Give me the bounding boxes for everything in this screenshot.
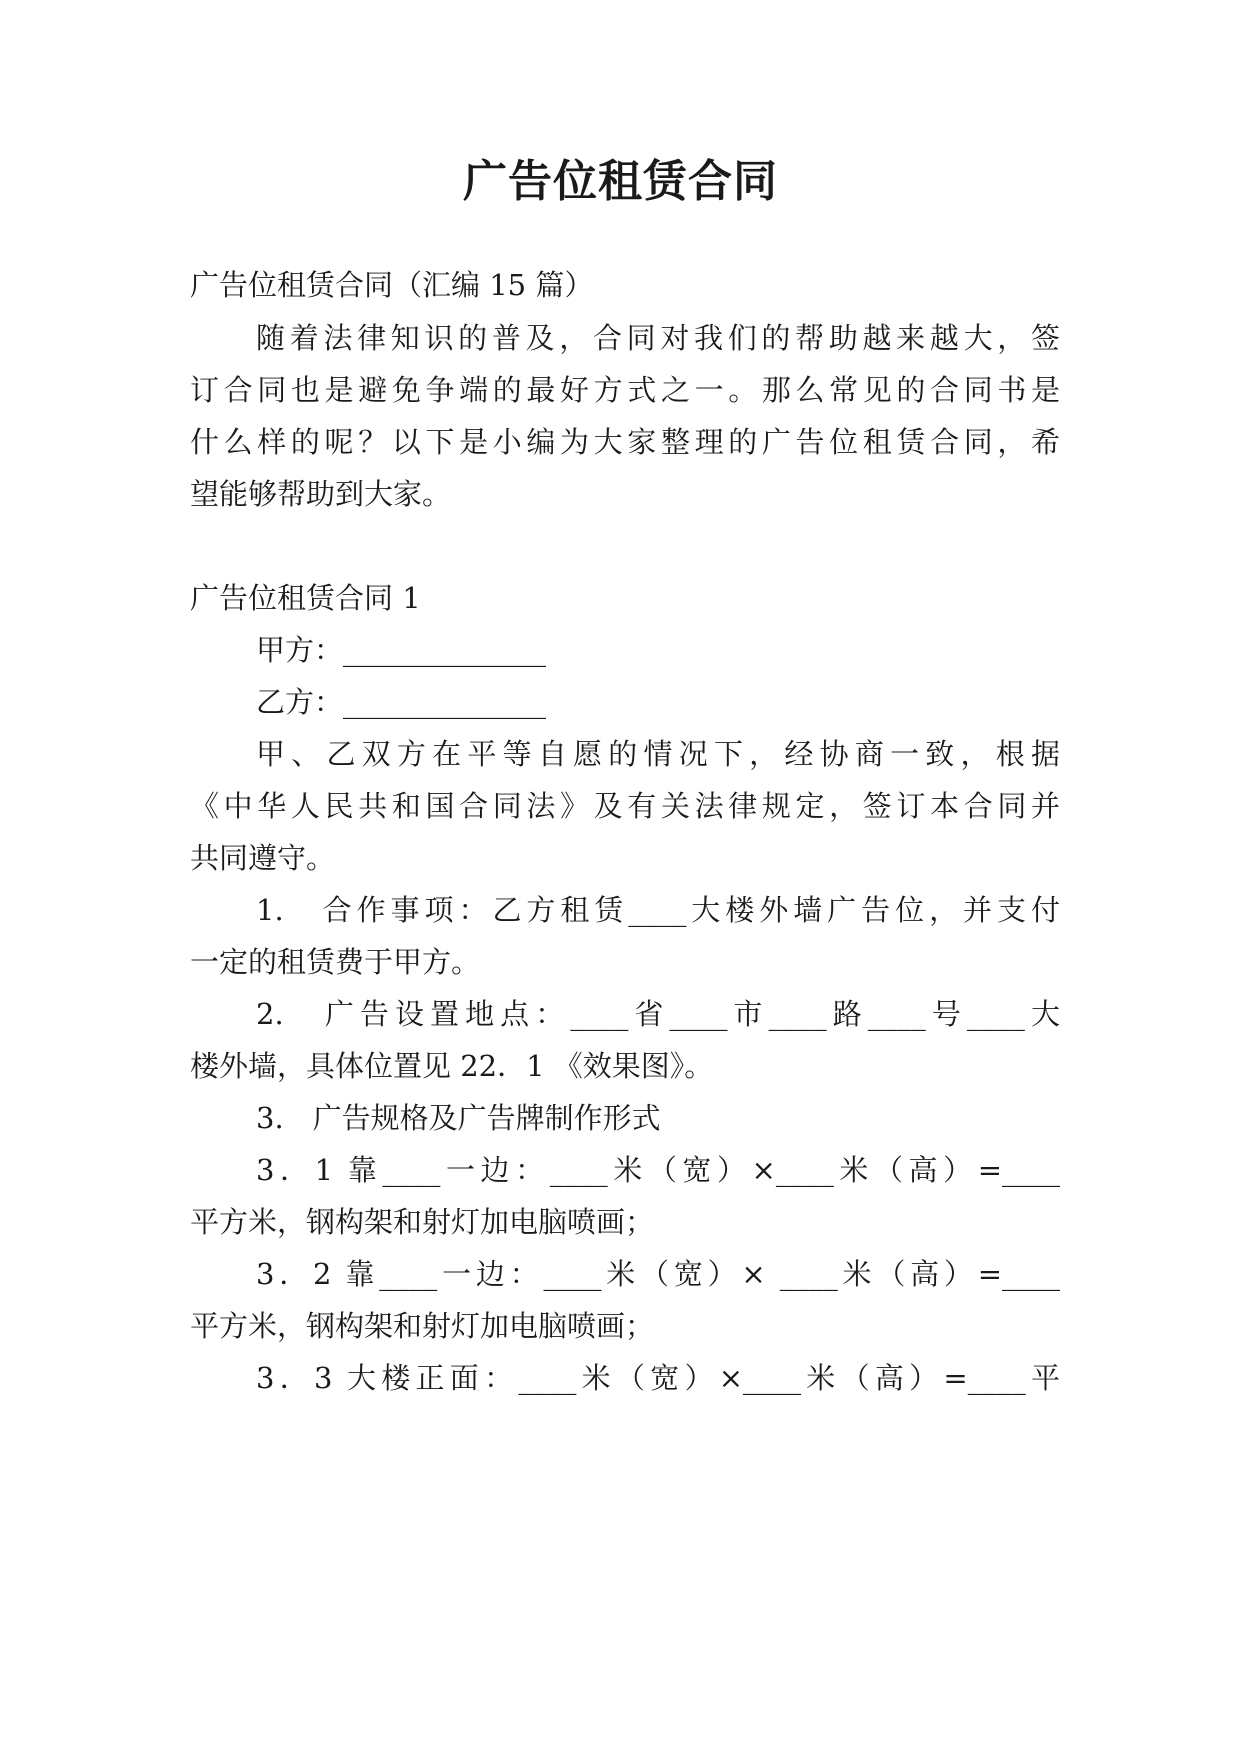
clause-3-1-line: 平方米，钢构架和射灯加电脑喷画； (190, 1205, 655, 1239)
intro-paragraph-line: 望能够帮助到大家。 (190, 477, 452, 511)
clause-1-line: 1. 合作事项：乙方租赁____大楼外墙广告位，并支付 (256, 893, 1060, 927)
party-b-line: 乙方：______________ (256, 685, 547, 719)
party-a-line: 甲方：______________ (256, 633, 547, 667)
clause-2-line: 2. 广告设置地点：____省____市____路____号____大 (256, 997, 1060, 1031)
clause-3-2-line: 平方米，钢构架和射灯加电脑喷画； (190, 1309, 655, 1343)
document-title: 广告位租赁合同 (463, 156, 778, 207)
preamble-line: 甲、乙双方在平等自愿的情况下，经协商一致，根据 (256, 737, 1060, 771)
collection-heading: 广告位租赁合同（汇编 15 篇） (190, 268, 594, 302)
intro-paragraph-line: 订合同也是避免争端的最好方式之一。那么常见的合同书是 (190, 373, 1060, 407)
clause-3-2-line: 3．2 靠____一边：____米（宽）× ____米（高）=____ (256, 1257, 1060, 1291)
clause-1-line: 一定的租赁费于甲方。 (190, 945, 481, 979)
clause-3-3-line: 3．3 大楼正面：____米（宽）×____米（高）=____平 (256, 1361, 1060, 1395)
intro-paragraph-line: 什么样的呢？以下是小编为大家整理的广告位租赁合同，希 (190, 425, 1060, 459)
intro-paragraph-line: 随着法律知识的普及，合同对我们的帮助越来越大，签 (256, 321, 1060, 355)
clause-2-line: 楼外墙，具体位置见 22．1 《效果图》。 (190, 1049, 714, 1083)
clause-3-heading: 3. 广告规格及广告牌制作形式 (256, 1101, 661, 1135)
clause-3-1-line: 3．1 靠____一边：____米（宽）×____米（高）=____ (256, 1153, 1060, 1187)
contract-heading: 广告位租赁合同 1 (190, 581, 421, 615)
preamble-line: 共同遵守。 (190, 841, 336, 875)
preamble-line: 《中华人民共和国合同法》及有关法律规定，签订本合同并 (190, 789, 1060, 823)
